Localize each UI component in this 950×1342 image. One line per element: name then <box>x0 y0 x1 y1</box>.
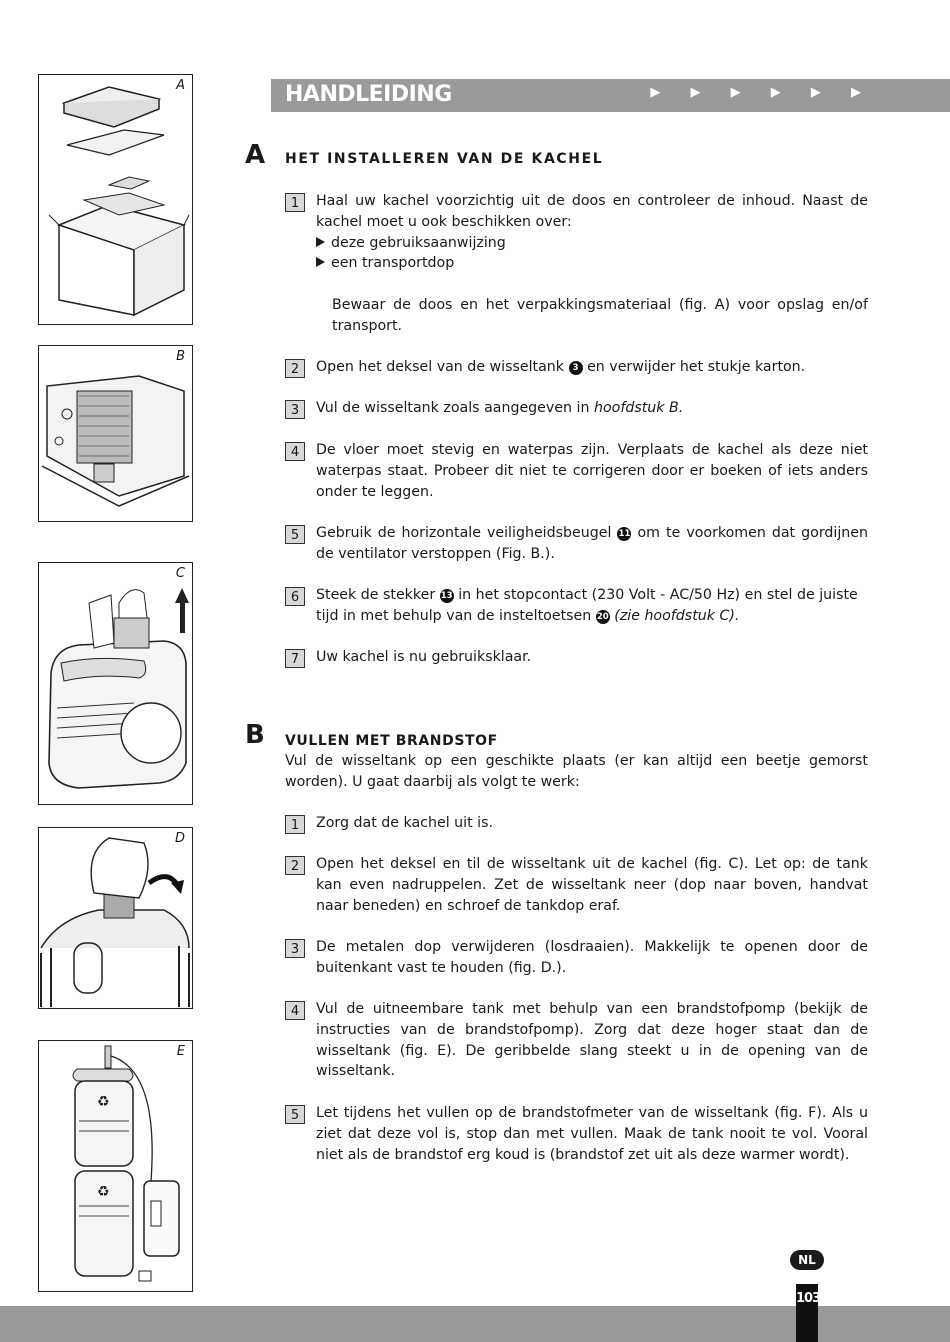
step-a2-text-a: Open het deksel van de wisseltank <box>316 359 565 375</box>
section-b-intro: Vul de wisseltank op een geschikte plaats (er kan altijd een beetje gemorst worden). U gaat daarbij als volgt te werk: <box>285 753 868 790</box>
svg-text:♻: ♻ <box>97 1184 110 1200</box>
section-b-title: VULLEN MET BRANDSTOF <box>285 733 498 749</box>
step-text: De metalen dop verwijderen (losdraaien). Makkelijk te openen door de buitenkant vast te houden (fig. D.). <box>316 939 868 976</box>
step-a4-text: De vloer moet stevig en waterpas zijn. Verplaats de kachel als deze niet waterpas staat. Probeer dit niet te corrigeren door er boeken of iets anders onder te leggen. <box>316 442 868 500</box>
lifting-tank-illustration <box>39 563 191 803</box>
step-number: 5 <box>285 1105 305 1124</box>
step-a7-text: Uw kachel is nu gebruiksklaar. <box>316 649 532 665</box>
step-number: 3 <box>285 400 305 419</box>
figure-e-label: E <box>176 1044 185 1059</box>
step-text: Zorg dat de kachel uit is. <box>316 815 493 831</box>
step-text <box>316 523 868 565</box>
step-number: 1 <box>285 193 305 212</box>
step-number: 3 <box>285 939 305 958</box>
number-badge: 20 <box>596 611 609 622</box>
step-a2-text-b: en verwijder het stukje karton. <box>587 359 806 375</box>
triangle-bullet-icon <box>316 237 325 247</box>
filling-pump-illustration <box>39 1041 191 1290</box>
figure-c <box>38 562 193 805</box>
step-number: 6 <box>285 587 305 606</box>
step-text <box>316 585 868 627</box>
step-text <box>316 357 868 378</box>
step-a1-note: Bewaar de doos en het verpakkingsmateriaal (fig. A) voor opslag en/of transport. <box>332 297 868 334</box>
arrow-icons: ▶ ▶ ▶ ▶ ▶ ▶ <box>650 85 874 100</box>
step-a3-text: Vul de wisseltank zoals aangegeven in <box>316 400 590 416</box>
step-a6-italic: (zie hoofdstuk C). <box>614 607 740 624</box>
bullet-item: deze gebruiksaanwijzing <box>331 234 506 251</box>
section-b-letter: B <box>245 720 265 750</box>
unscrewing-cap-illustration <box>39 828 191 1007</box>
step-text: Vul de uitneembare tank met behulp van een brandstofpomp (bekijk de instructies van de brandstofpomp). Zorg dat deze hoger staat dan de wisseltank (fig. E). De geribbelde slang steekt u in de opening van de wisseltank. <box>316 1001 868 1080</box>
step-a6-text-b: in het stopcontact (230 Volt - AC/50 Hz) en stel de juiste tijd in met behulp van de insteltoetsen <box>316 587 858 624</box>
step-a6-text-a: Steek de stekker <box>316 587 436 603</box>
svg-text:♻: ♻ <box>97 1094 110 1110</box>
language-badge: NL <box>790 1250 824 1270</box>
step-number: 2 <box>285 856 305 875</box>
triangle-bullet-icon <box>316 257 325 267</box>
step-number: 4 <box>285 442 305 461</box>
step-text <box>316 440 868 502</box>
figure-a <box>38 74 193 325</box>
step-number: 7 <box>285 649 305 668</box>
step-note <box>332 295 868 337</box>
step-text <box>316 647 868 668</box>
section-a-letter: A <box>245 140 266 170</box>
page-number: 103 <box>796 1284 818 1342</box>
step-number: 4 <box>285 1001 305 1020</box>
step-text <box>316 398 868 419</box>
unpacking-illustration <box>39 75 191 323</box>
number-badge: 11 <box>618 529 631 539</box>
step-text <box>316 191 868 274</box>
figure-d-label: D <box>174 831 185 846</box>
step-text: Open het deksel en til de wisseltank uit de kachel (fig. C). Let op: de tank kan even nadruppelen. Zet de wisseltank neer (dop naar boven, handvat naar beneden) en schroef de tankdop eraf. <box>316 856 868 914</box>
figure-d <box>38 827 193 1009</box>
step-a5-text-b: om te voorkomen dat gordijnen de ventilator verstoppen (Fig. B.). <box>316 525 869 562</box>
step-a1-text: Haal uw kachel voorzichtig uit de doos en controleer de inhoud. Naast de kachel moet u ook beschikken over: <box>316 193 868 230</box>
step-number: 5 <box>285 525 305 544</box>
number-badge: 3 <box>569 361 583 375</box>
figure-a-label: A <box>176 78 185 93</box>
figure-c-label: C <box>175 566 185 581</box>
step-number: 2 <box>285 359 305 378</box>
step-a3-italic: hoofdstuk B. <box>594 400 684 416</box>
page-title: HANDLEIDING <box>285 82 452 107</box>
step-a5-text-a: Gebruik de horizontale veiligheidsbeugel <box>316 525 612 541</box>
header-bar <box>271 79 950 112</box>
step-text: Let tijdens het vullen op de brandstofmeter van de wisseltank (fig. F). Als u ziet dat deze vol is, stop dan met vullen. Maak de tank nooit te vol. Vooral niet als de brandstof erg koud is (brandstof zet uit als deze warmer wordt). <box>316 1105 868 1163</box>
figure-e <box>38 1040 193 1292</box>
step-number: 1 <box>285 815 305 834</box>
heater-back-illustration <box>39 346 191 520</box>
number-badge: 13 <box>440 591 453 601</box>
bullet-item: een transportdop <box>331 255 455 272</box>
figure-b-label: B <box>176 349 185 364</box>
figure-b <box>38 345 193 522</box>
section-a-title: HET INSTALLEREN VAN DE KACHEL <box>285 151 604 167</box>
